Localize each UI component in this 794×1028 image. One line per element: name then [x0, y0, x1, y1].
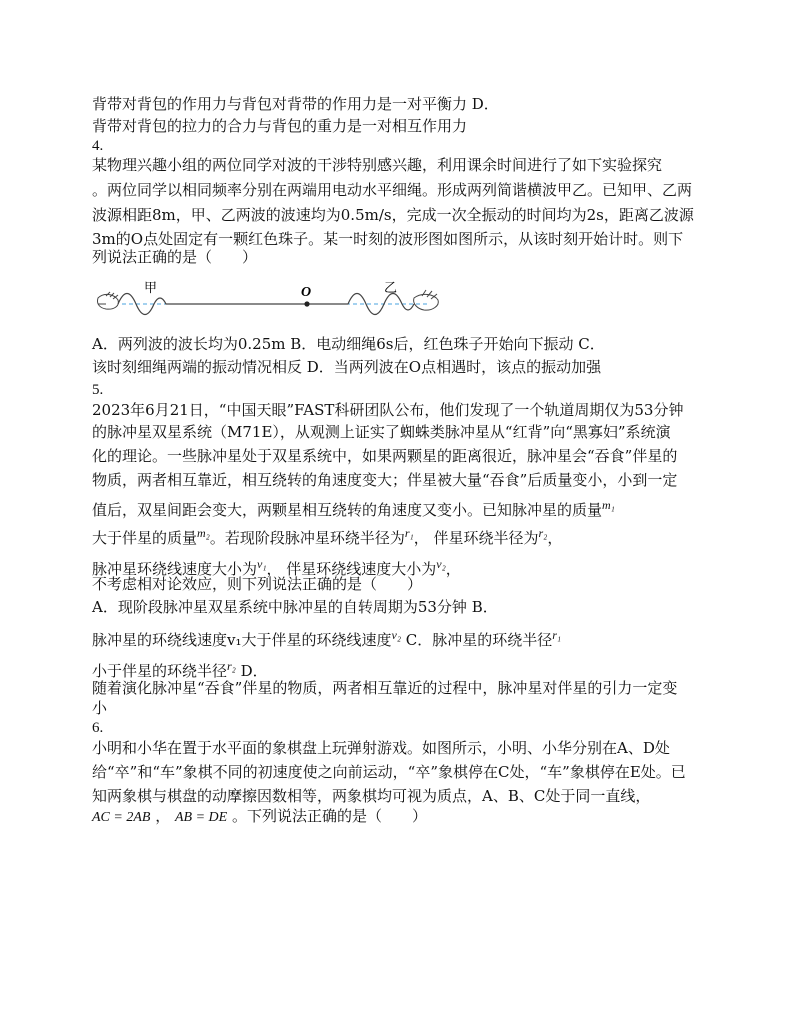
q4-stem-line-5: 列说法正确的是（ ） [92, 248, 258, 266]
formula-ac-2ab: AC = 2AB [92, 810, 151, 825]
q6-stem-line-2: 给“卒”和“车”象棋不同的初速度使之向前运动，“卒”象棋停在C处，“车”象棋停在E处。已 [92, 763, 686, 781]
left-hand-icon [97, 292, 118, 309]
q5-option-d-label: D． [235, 662, 268, 680]
q5-option-b-line [92, 625, 561, 650]
q6-stem-line-3: 知两象棋与棋盘的动摩擦因数相等，两象棋均可视为质点，A、B、C处于同一直线， [92, 787, 651, 805]
q4-stem-line-1: 某物理兴趣小组的两位同学对波的干涉特别感兴趣，利用课余时间进行了如下实验探究 [92, 156, 663, 174]
q5-option-d-line-1: 随着演化脉冲星“吞食”伴星的物质，两者相互靠近的过程中，脉冲星对伴星的引力一定变 [92, 679, 678, 697]
q4-stem-line-4: 3m的O点处固定有一颗红色珠子。某一时刻的波形图如图所示，从该时刻开始计时。则下 [92, 230, 684, 248]
q5-option-c-text-2: 小于伴星的环绕半径 [92, 662, 228, 680]
question-number-6: 6. [92, 720, 104, 736]
label-yi: 乙 [384, 281, 398, 296]
formula-ab-de: AB = DE [175, 810, 228, 825]
q5-stem-line-3: 化的理论。一些脉冲星处于双星系统中，如果两颗星的距离很近，脉冲星会“吞食”伴星的 [92, 447, 678, 465]
q5-stem-line-8: 不考虑相对论效应，则下列说法正确的是（ ） [92, 575, 423, 593]
q5-option-a: A．现阶段脉冲星双星系统中脉冲星的自转周期为53分钟 B． [92, 598, 498, 616]
q6-separator: ， [150, 807, 175, 825]
q4-stem-line-2: 。两位同学以相同频率分别在两端用电动水平细绳。形成两列简谐横波甲乙。已知甲、乙两 [92, 181, 693, 199]
symbol-m2: m₂ [197, 526, 210, 540]
right-hand-icon [414, 290, 439, 310]
label-o: O [301, 285, 312, 300]
q3-option-c-tail: 背带对背包的作用力与背包对背带的作用力是一对平衡力 D． [92, 95, 499, 113]
label-jia: 甲 [144, 281, 158, 296]
symbol-v2: v₂ [436, 557, 446, 571]
q5-line7-part-a: 脉冲星环绕线速度大小为 [92, 560, 258, 578]
q5-option-c-text: C．脉冲星的环绕半径 [401, 631, 553, 649]
q6-stem-tail: 。下列说法正确的是（ ） [227, 807, 427, 825]
q4-stem-line-3: 波源相距8m，甲、乙两波的波速均为0.5m/s，完成一次全振动的时间均为2s，距离乙波源 [92, 206, 694, 224]
q5-line7-part-b: ， 伴星环绕线速度大小为 [266, 560, 437, 578]
question-number-5: 5. [92, 382, 104, 398]
symbol-v1: v₁ [257, 557, 267, 571]
q5-stem-line-2: 的脉冲星双星系统（M71E），从观测上证实了蜘蛛类脉冲星从“红背”向“黑寡妇”系统演 [92, 423, 671, 441]
q5-line7-part-c: ， [445, 560, 461, 578]
symbol-r2: r₂ [538, 526, 548, 540]
symbol-v2-option: v₂ [391, 628, 401, 642]
wave-diagram [92, 276, 462, 326]
q5-stem-line-5-text: 值后，双星间距会变大，两颗星相互绕转的角速度又变小。已知脉冲星的质量 [92, 501, 603, 519]
q5-option-b-text: 脉冲星的环绕线速度v₁大于伴星的环绕线速度 [92, 631, 392, 649]
q5-stem-line-1: 2023年6月21日，“中国天眼”FAST科研团队公布，他们发现了一个轨道周期仅为53分钟 [92, 401, 684, 419]
question-number-4: 4. [92, 138, 104, 154]
symbol-r1: r₁ [404, 526, 414, 540]
q5-stem-line-4: 物质，两者相互靠近，相互绕转的角速度变大；伴星被大量“吞食”后质量变小，小到一定 [92, 471, 678, 489]
q5-stem-line-5 [92, 495, 615, 520]
q6-stem-line-1: 小明和小华在置于水平面的象棋盘上玩弹射游戏。如图所示，小明、小华分别在A、D处 [92, 739, 670, 757]
wave-figure [92, 276, 462, 326]
q4-options-line-1: A．两列波的波长均为0.25m B．电动细绳6s后，红色珠子开始向下振动 C． [92, 335, 605, 353]
q5-stem-line-6 [92, 523, 562, 548]
q5-line6-part-d: ， [547, 529, 563, 547]
q5-line6-part-a: 大于伴星的质量 [92, 529, 198, 547]
q3-option-d: 背带对背包的拉力的合力与背包的重力是一对相互作用力 [92, 117, 468, 135]
bead-point-o [304, 301, 309, 306]
symbol-m1: m₁ [602, 498, 615, 512]
q4-options-line-2: 该时刻细绳两端的振动情况相反 D．当两列波在O点相遇时，该点的振动加强 [92, 358, 602, 376]
symbol-r2-option: r₂ [227, 659, 236, 673]
q5-option-d-line-2: 小 [92, 699, 108, 717]
symbol-r1-option: r₁ [552, 628, 562, 642]
q5-line6-part-b: 。若现阶段脉冲星环绕半径为 [209, 529, 405, 547]
q5-line6-part-c: ， 伴星环绕半径为 [413, 529, 539, 547]
q6-stem-line-4 [92, 806, 427, 828]
